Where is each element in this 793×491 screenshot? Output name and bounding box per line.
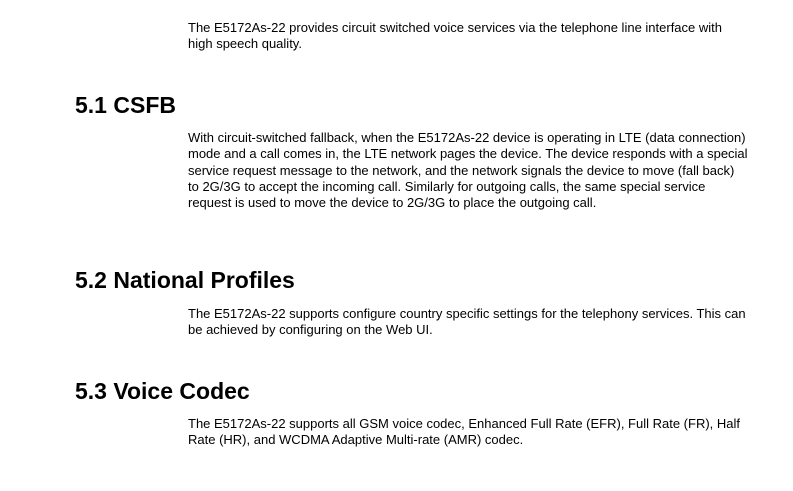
section-body-csfb: With circuit-switched fallback, when the E5172As-22 device is operating in LTE (data connection) mode and a call comes in, the LTE network pages the device. The device responds with a special service request message to the network, and the network signals the device to move (fall back) to 2G/3G to accept the incoming call. Similarly for outgoing calls, the same special service request is used to move the device to 2G/3G to place the outgoing call. xyxy=(188,130,748,211)
section-body-national-profiles: The E5172As-22 supports configure country specific settings for the telephony services. This can be achieved by configuring on the Web UI. xyxy=(188,306,746,338)
section-body-voice-codec: The E5172As-22 supports all GSM voice codec, Enhanced Full Rate (EFR), Full Rate (FR), Half Rate (HR), and WCDMA Adaptive Multi-rate (AMR) codec. xyxy=(188,416,740,448)
intro-paragraph: The E5172As-22 provides circuit switched voice services via the telephone line interface with high speech quality. xyxy=(188,20,722,52)
section-heading-national-profiles: 5.2 National Profiles xyxy=(75,267,295,293)
section-heading-voice-codec: 5.3 Voice Codec xyxy=(75,378,250,404)
section-heading-csfb: 5.1 CSFB xyxy=(75,92,176,118)
